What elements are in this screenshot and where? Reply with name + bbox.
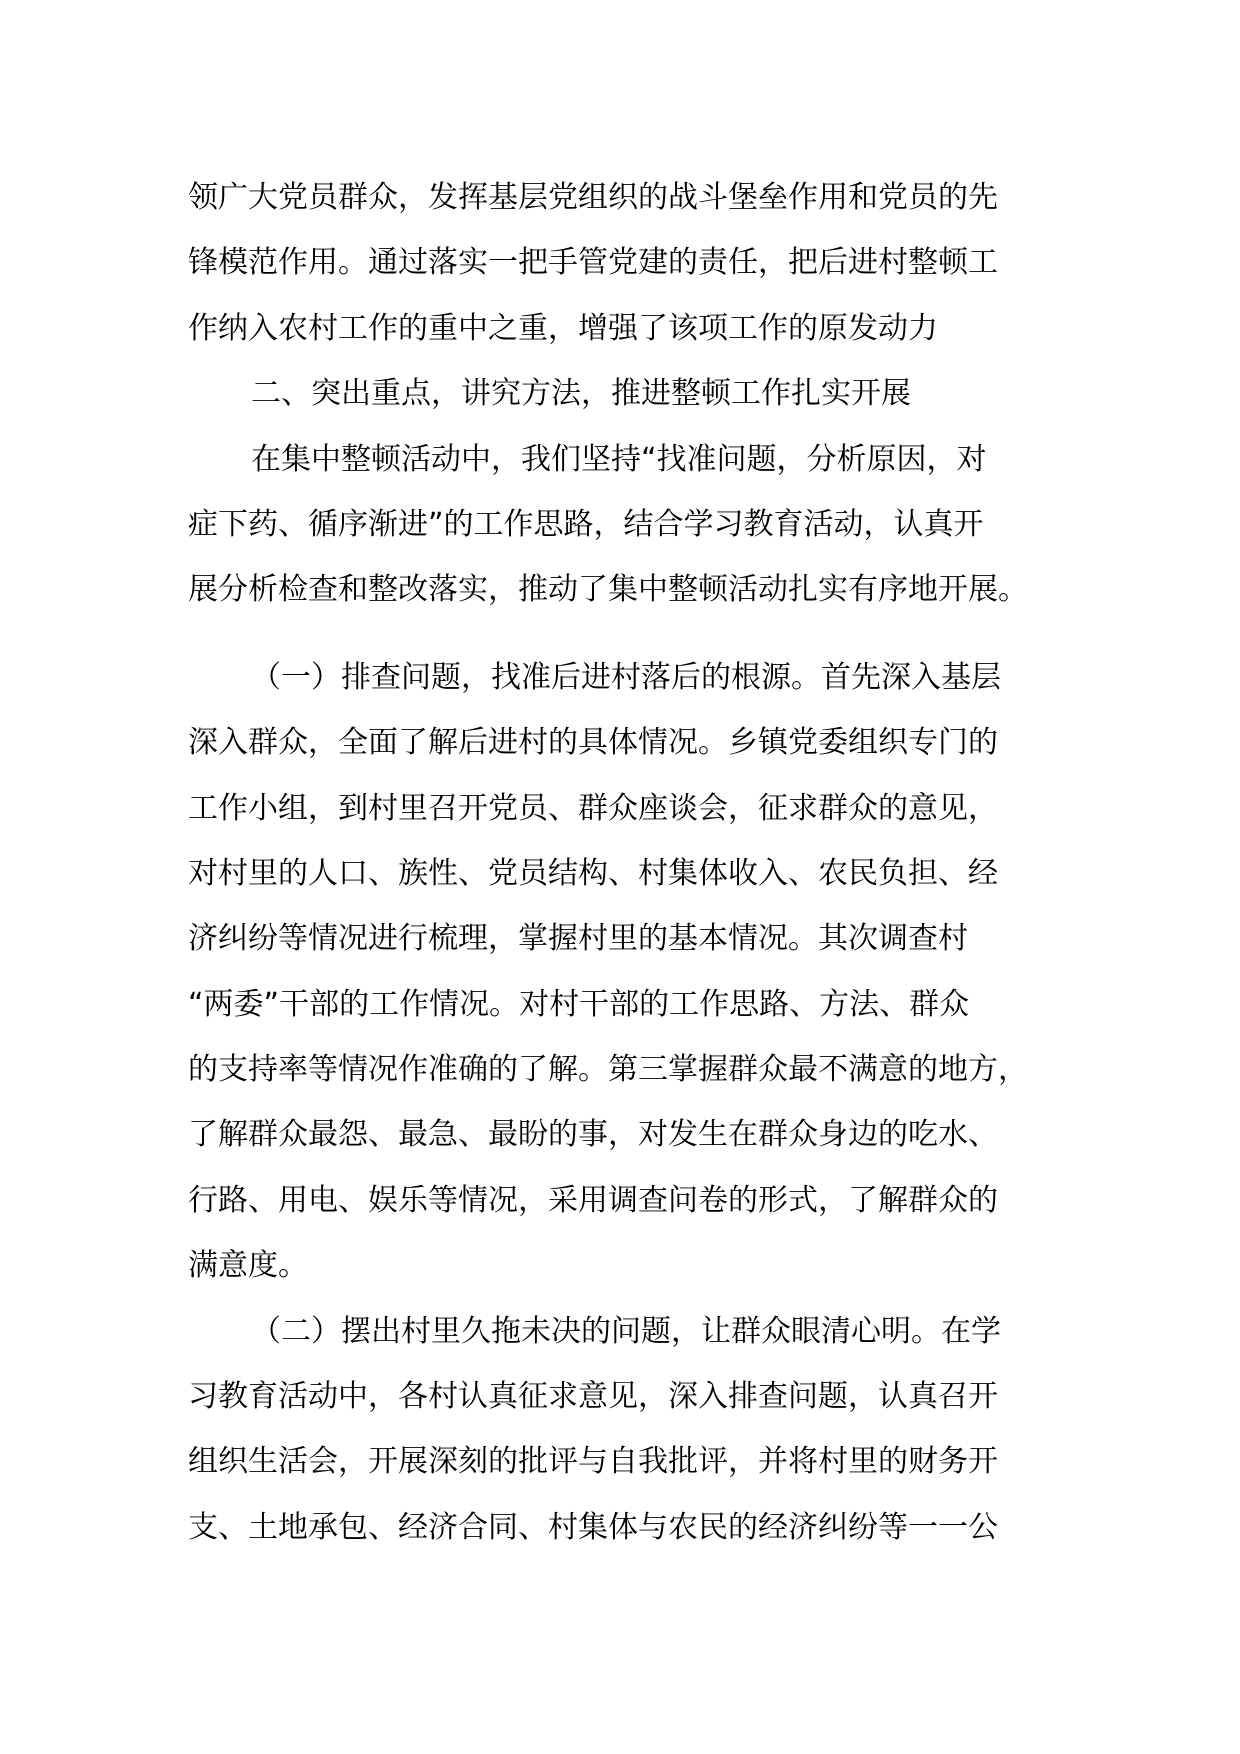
text-line: 对村里的人口、族性、党员结构、村集体收入、农民负担、经 [188,855,998,891]
subsection-heading: （一）排查问题，找准后进村落后的根源。首先深入基层 [251,659,1001,695]
text-line: 习教育活动中，各村认真征求意见，深入排查问题，认真召开 [188,1379,998,1415]
subsection-heading: （二）摆出村里久拖未决的问题，让群众眼清心明。在学 [251,1313,1001,1349]
text-line: 行路、用电、娱乐等情况，采用调查问卷的形式，了解群众的 [188,1182,998,1218]
text-line: 满意度。 [188,1248,308,1284]
text-line: 了解群众最怨、最急、最盼的事，对发生在群众身边的吃水、 [188,1117,998,1153]
text-line: “两委”干部的工作情况。对村干部的工作思路、方法、群众 [188,986,970,1022]
text-line: 作纳入农村工作的重中之重，增强了该项工作的原发动力 [188,310,938,346]
text-line: 的支持率等情况作准确的了解。第三掌握群众最不满意的地方， [188,1052,1028,1088]
paragraph-gap [188,623,1088,645]
text-line: 组织生活会，开展深刻的批评与自我批评，并将村里的财务开 [188,1444,998,1480]
text-line: 工作小组，到村里召开党员、群众座谈会，征求群众的意见， [188,790,998,826]
text-line: 在集中整顿活动中，我们坚持“找准问题，分析原因，对 [251,441,987,477]
text-line: 深入群众，全面了解后进村的具体情况。乡镇党委组织专门的 [188,725,998,761]
text-line: 症下药、循序渐进”的工作思路，结合学习教育活动，认真开 [188,506,984,542]
text-line: 支、土地承包、经济合同、村集体与农民的经济纠纷等一一公 [188,1509,998,1545]
body-text [188,165,1088,1560]
text-line: 锋模范作用。通过落实一把手管党建的责任，把后进村整顿工 [188,245,998,281]
text-line: 展分析检查和整改落实，推动了集中整顿活动扎实有序地开展。 [188,572,1028,608]
section-heading: 二、突出重点，讲究方法，推进整顿工作扎实开展 [251,376,911,412]
text-line: 济纠纷等情况进行梳理，掌握村里的基本情况。其次调查村 [188,921,968,957]
text-line: 领广大党员群众，发挥基层党组织的战斗堡垒作用和党员的先 [188,180,998,215]
